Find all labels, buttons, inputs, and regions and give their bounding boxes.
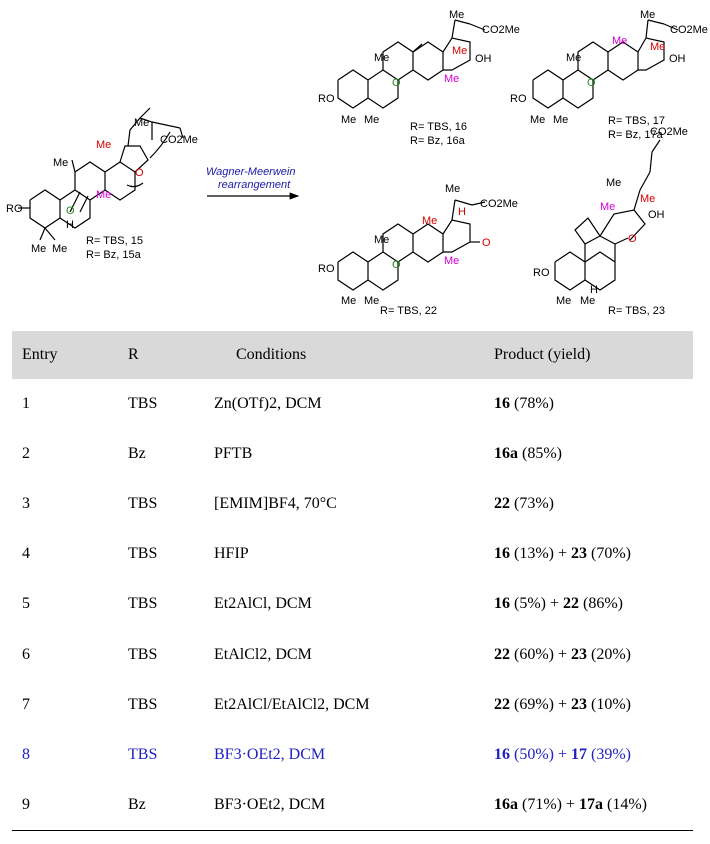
cell-entry: 2: [22, 445, 30, 463]
product-yield: (50%): [514, 745, 554, 763]
product-yield: (71%): [522, 795, 562, 813]
cell-product-yield: 16 (5%) + 22 (86%): [494, 595, 623, 613]
product-yield: (39%): [591, 745, 631, 763]
cell-r: Bz: [128, 445, 146, 463]
structure-23: [555, 140, 660, 290]
product-number: 17: [571, 745, 588, 763]
atom-me-23-red: Me: [640, 193, 656, 205]
cell-product-yield: [494, 379, 693, 429]
product-number: 17a: [579, 795, 604, 813]
structure-15: [18, 108, 183, 240]
table-row: [12, 579, 693, 629]
product-yield: (14%): [607, 795, 647, 813]
atom-ro-16: RO: [318, 93, 335, 105]
atom-ro-17: RO: [510, 93, 527, 105]
table-row: [12, 479, 693, 529]
atom-me-15-side: Me: [134, 117, 150, 129]
product-number: 23: [571, 645, 588, 663]
atom-o-15: O: [66, 205, 75, 217]
cell-entry: 3: [22, 495, 30, 513]
atom-me-16-side: Me: [449, 9, 465, 21]
cell-r: TBS: [128, 595, 158, 613]
table-row: [12, 379, 693, 429]
atom-o-17: O: [587, 77, 596, 89]
atom-me-22-side: Me: [445, 183, 461, 195]
cell-entry: 6: [22, 645, 30, 663]
cell-conditions: Et2AlCl, DCM: [214, 595, 312, 613]
atom-me-15b: Me: [31, 243, 47, 255]
atom-o-23: O: [628, 233, 637, 245]
cell-conditions: BF3·OEt2, DCM: [214, 780, 494, 831]
product-number: 22: [494, 645, 510, 663]
atom-me-16c: Me: [364, 114, 380, 126]
atom-me-15-mag: Me: [96, 189, 112, 201]
atom-me-22b: Me: [341, 295, 357, 307]
label-16a: R= Bz, 16a: [410, 135, 465, 147]
table-row: [12, 730, 693, 780]
product-number: 22: [563, 595, 580, 613]
product-yield: (86%): [583, 595, 623, 613]
header-r: R: [128, 346, 139, 363]
table-row: [12, 629, 693, 679]
atom-co2me-23: CO2Me: [650, 126, 688, 138]
atom-me-16-red: Me: [452, 45, 468, 57]
cell-conditions: [EMIM]BF4, 70°C: [214, 495, 337, 513]
atom-me-16-mag: Me: [444, 73, 460, 85]
product-number: 16: [494, 745, 510, 763]
cell-conditions: Et2AlCl/EtAlCl2, DCM: [214, 695, 370, 713]
cell-product-yield: 16 (50%) + 17 (39%): [494, 745, 631, 763]
cell-r: Bz: [128, 780, 214, 831]
atom-oh-23: OH: [648, 209, 665, 221]
cell-r: TBS: [128, 395, 158, 413]
cell-product-yield: [494, 429, 693, 479]
product-number: 23: [571, 695, 588, 713]
atom-o-22: O: [482, 237, 491, 249]
atom-me-17-red: Me: [650, 41, 666, 53]
product-yield: (5%): [514, 595, 546, 613]
atom-me-22a: Me: [374, 234, 390, 246]
product-number: 16: [494, 395, 510, 413]
atom-ro-15: RO: [6, 203, 23, 215]
cell-conditions: PFTB: [214, 445, 253, 463]
cell-entry: 7: [22, 695, 30, 713]
label-17: R= TBS, 17: [608, 115, 665, 127]
product-yield: (70%): [591, 545, 631, 563]
atom-h-23: H: [590, 284, 598, 296]
product-number: 16: [494, 595, 510, 613]
atom-me-15-red: Me: [96, 139, 112, 151]
table-row: [12, 529, 693, 579]
atom-co2me-16: CO2Me: [482, 24, 520, 36]
atom-me-17a: Me: [566, 52, 582, 64]
label-22: R= TBS, 22: [380, 305, 437, 317]
atom-co2me-22: CO2Me: [480, 198, 518, 210]
table-row: [12, 429, 693, 479]
product-yield: (78%): [514, 395, 554, 413]
structure-16: [338, 20, 485, 108]
structure-17: [533, 20, 678, 108]
atom-me-15c: Me: [52, 243, 68, 255]
cell-entry: 9: [12, 780, 128, 831]
atom-me-17-side: Me: [640, 9, 656, 21]
cell-product-yield: [494, 479, 693, 529]
cell-entry: 4: [22, 545, 30, 563]
cell-product-yield: 22 (69%) + 23 (10%): [494, 695, 631, 713]
header-entry: Entry: [22, 346, 58, 363]
atom-me-16b: Me: [341, 114, 357, 126]
product-number: 22: [494, 495, 510, 513]
results-table: [12, 331, 693, 831]
product-yield: (85%): [522, 445, 562, 463]
atom-me-23-mag: Me: [600, 201, 616, 213]
atom-me-22c: Me: [364, 295, 380, 307]
atom-oh-17: OH: [669, 53, 686, 65]
atom-me-23b: Me: [556, 295, 572, 307]
cell-entry: 5: [22, 595, 30, 613]
cell-conditions: EtAlCl2, DCM: [214, 645, 312, 663]
atom-oh-16: OH: [475, 53, 492, 65]
atom-me-15a: Me: [53, 157, 69, 169]
product-number: 22: [494, 695, 510, 713]
cell-conditions: Zn(OTf)2, DCM: [214, 395, 322, 413]
product-yield: (10%): [591, 695, 631, 713]
atom-me-17b: Me: [530, 114, 546, 126]
atom-me-17c: Me: [553, 114, 569, 126]
cell-r: TBS: [128, 545, 158, 563]
cell-product-yield: 22 (60%) + 23 (20%): [494, 645, 631, 663]
table-row: [12, 680, 693, 730]
atom-o-22-epox: O: [392, 259, 401, 271]
product-yield: (20%): [591, 645, 631, 663]
label-15: R= TBS, 15: [86, 235, 143, 247]
label-15a: R= Bz, 15a: [86, 249, 141, 261]
cell-product-yield: 16a (71%) + 17a (14%): [494, 780, 693, 831]
label-16: R= TBS, 16: [410, 121, 467, 133]
product-number: 16a: [494, 795, 518, 813]
atom-co2me-15: CO2Me: [160, 134, 198, 146]
cell-entry: 8: [22, 745, 30, 763]
cell-conditions: BF3·OEt2, DCM: [214, 745, 326, 763]
atom-h-15: H: [66, 219, 74, 231]
atom-ro-23: RO: [533, 267, 550, 279]
cell-r: TBS: [128, 495, 158, 513]
table-header-row: [12, 331, 693, 379]
arrow-label-line1: Wagner-Meerwein: [206, 166, 296, 178]
product-yield: (69%): [514, 695, 554, 713]
product-number: 16a: [494, 445, 518, 463]
header-conditions: Conditions: [236, 346, 307, 363]
product-yield: (73%): [514, 495, 554, 513]
cell-r: TBS: [128, 695, 158, 713]
cell-conditions: HFIP: [214, 545, 249, 563]
arrow-label-line2: rearrangement: [218, 179, 291, 191]
atom-ro-22: RO: [318, 263, 335, 275]
cell-product-yield: 16 (13%) + 23 (70%): [494, 545, 631, 563]
product-number: 23: [571, 545, 588, 563]
product-number: 16: [494, 545, 510, 563]
label-23: R= TBS, 23: [608, 305, 665, 317]
cell-entry: 1: [22, 395, 30, 413]
atom-h-22: H: [458, 206, 466, 218]
header-product-yield: Product (yield): [494, 346, 591, 363]
atom-me-23-side: Me: [606, 177, 622, 189]
cell-r: TBS: [128, 645, 158, 663]
atom-me-22-red: Me: [422, 215, 438, 227]
atom-o-epox-15: O: [135, 167, 144, 179]
atom-me-22-mag: Me: [444, 255, 460, 267]
table-row: [12, 780, 693, 831]
product-yield: (13%): [514, 545, 554, 563]
atom-o-16: O: [392, 77, 401, 89]
atom-co2me-17: CO2Me: [670, 24, 708, 36]
atom-me-16a: Me: [374, 52, 390, 64]
label-17a: R= Bz, 17a: [608, 129, 663, 141]
cell-r: TBS: [128, 745, 158, 763]
atom-me-17-mag: Me: [612, 35, 628, 47]
reaction-scheme: [0, 0, 710, 325]
atom-me-23c: Me: [580, 295, 596, 307]
product-yield: (60%): [514, 645, 554, 663]
